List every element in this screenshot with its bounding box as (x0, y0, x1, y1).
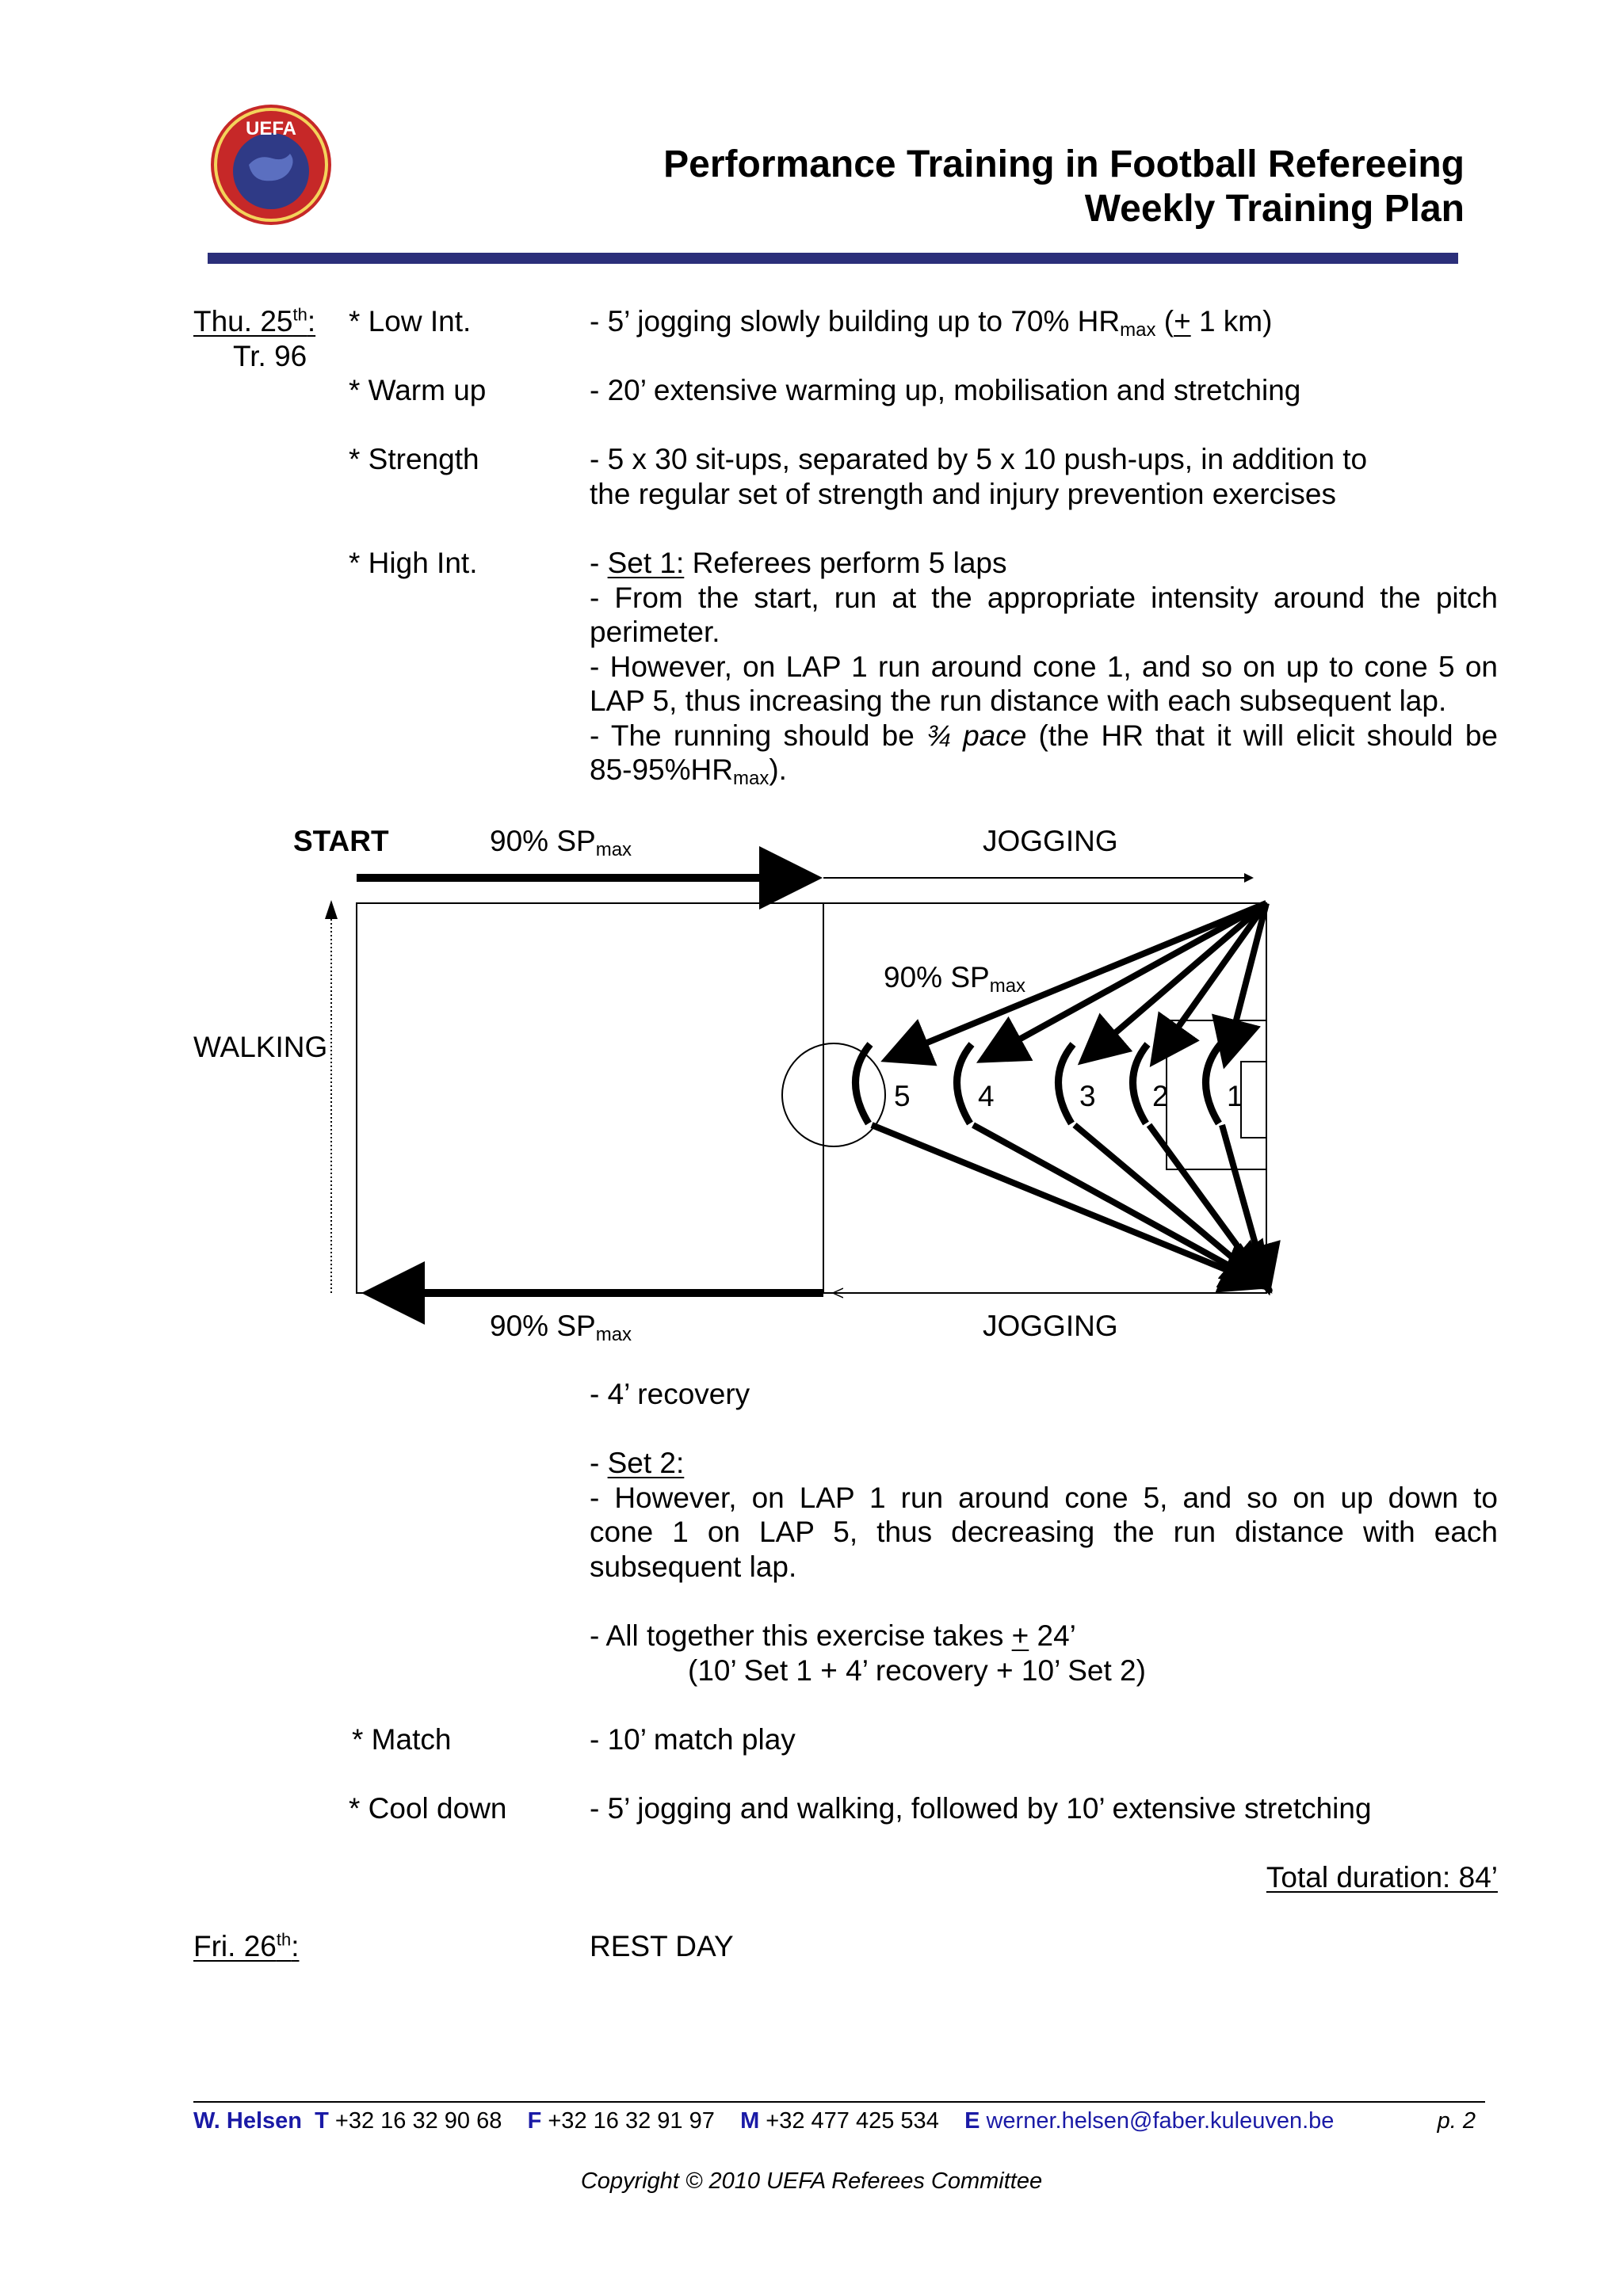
footer-page: p. 2 (1437, 2108, 1476, 2134)
diagram-jogging-bottom-label: JOGGING (983, 1310, 1118, 1342)
text-cool-down: - 5’ jogging and walking, followed by 10’ extensive stretching (590, 1792, 1372, 1825)
centre-circle (782, 1043, 885, 1146)
footer-copyright: Copyright © 2010 UEFA Referees Committee (580, 2168, 1043, 2194)
set2-title: - Set 2: (590, 1447, 685, 1479)
label-strength: * Strength (349, 443, 479, 475)
set1-para2-line2: LAP 5, thus increasing the run distance with each subsequent lap. (590, 685, 1447, 717)
label-cool-down: * Cool down (349, 1792, 507, 1825)
diagram-sp-bottom-label: 90% $SP_{max}$ (490, 1310, 632, 1345)
title-line-2: Weekly Training Plan (1084, 188, 1465, 230)
set1-para3-line2: $85-95\%HR_{max}$). (590, 753, 787, 789)
cone-label-2: 2 (1152, 1080, 1169, 1112)
set1-para1-line2: perimeter. (590, 616, 720, 648)
friday-day: Fri. 26th: (193, 1929, 300, 1962)
footer-fax: +32 16 32 91 97 (548, 2108, 715, 2134)
footer-phone: +32 16 32 90 68 (334, 2108, 502, 2134)
set2-line3: subsequent lap. (590, 1550, 797, 1583)
label-high-int: * High Int. (349, 547, 478, 579)
diagram-start-label: START (293, 825, 389, 857)
footer-rule (193, 2101, 1485, 2103)
friday-text: REST DAY (590, 1930, 734, 1962)
diagram-sp-top-label: 90% $SP_{max}$ (490, 825, 632, 860)
total-duration: Total duration: 84’ (1266, 1861, 1498, 1894)
returns-from-cones (872, 1125, 1266, 1283)
cone-label-4: 4 (978, 1080, 995, 1112)
cone-label-5: 5 (894, 1080, 911, 1112)
footer-email: werner.helsen@faber.kuleuven.be (986, 2108, 1335, 2134)
set1-para3-line1: - The running should be ¾ pace (the HR that it will elicit should be (590, 719, 1498, 752)
title-line-1: Performance Training in Football Refereeing (663, 143, 1465, 185)
footer-name: W. Helsen (193, 2108, 302, 2134)
logo-text: UEFA (245, 118, 297, 139)
walking-arrowhead (325, 900, 338, 919)
together-detail: (10’ Set 1 + 4’ recovery + 10’ Set 2) (688, 1654, 1146, 1687)
footer-mobile: +32 477 425 534 (766, 2108, 939, 2134)
text-strength-1: - 5 x 30 sit-ups, separated by 5 x 10 push-ups, in addition to (590, 443, 1368, 475)
set1-title: - Set 1: Referees perform 5 laps (590, 547, 1007, 579)
diagram-jogging-top-label: JOGGING (983, 825, 1118, 857)
label-low-int: * Low Int. (349, 305, 472, 338)
thursday-day: Thu. 25th: (193, 304, 316, 338)
cone-label-1: 1 (1227, 1080, 1243, 1112)
set2-line1: - However, on LAP 1 run around cone 5, and so on up down to (590, 1481, 1498, 1514)
set1-para2-line1: - However, on LAP 1 run around cone 1, and so on up to cone 5 on (590, 650, 1498, 683)
text-match: - 10’ match play (590, 1723, 796, 1756)
training-number: Tr. 96 (233, 340, 307, 372)
together-text: - All together this exercise takes + 24’ (590, 1619, 1076, 1652)
footer-contact: W. Helsen T +32 16 32 90 68 F +32 16 32 91 97 M +32 477 425 534 E werner.helsen@faber.kuleuven.be (193, 2108, 1335, 2134)
cone-label-3: 3 (1079, 1080, 1096, 1112)
text-low-int: - 5’ jogging slowly building up to 70% $HR_{max}$ (+ 1 km) (590, 305, 1273, 341)
label-warm-up: * Warm up (349, 374, 487, 406)
label-match: * Match (352, 1723, 452, 1756)
diagram-sp-mid-label: 90% $SP_{max}$ (884, 961, 1026, 997)
set1-para1-line1: - From the start, run at the appropriate intensity around the pitch (590, 581, 1498, 614)
runs-to-cones (892, 903, 1266, 1057)
set2-line2: cone 1 on LAP 5, thus decreasing the run distance with each (590, 1516, 1498, 1548)
set2-block (590, 1446, 1498, 1584)
recovery-text: - 4’ recovery (590, 1378, 750, 1410)
text-warm-up: - 20’ extensive warming up, mobilisation and stretching (590, 374, 1301, 406)
text-strength-2: the regular set of strength and injury prevention exercises (590, 478, 1336, 510)
penalty-box (1167, 1020, 1266, 1169)
goal-area (1241, 1062, 1266, 1138)
diagram-walking-label: WALKING (193, 1031, 328, 1063)
